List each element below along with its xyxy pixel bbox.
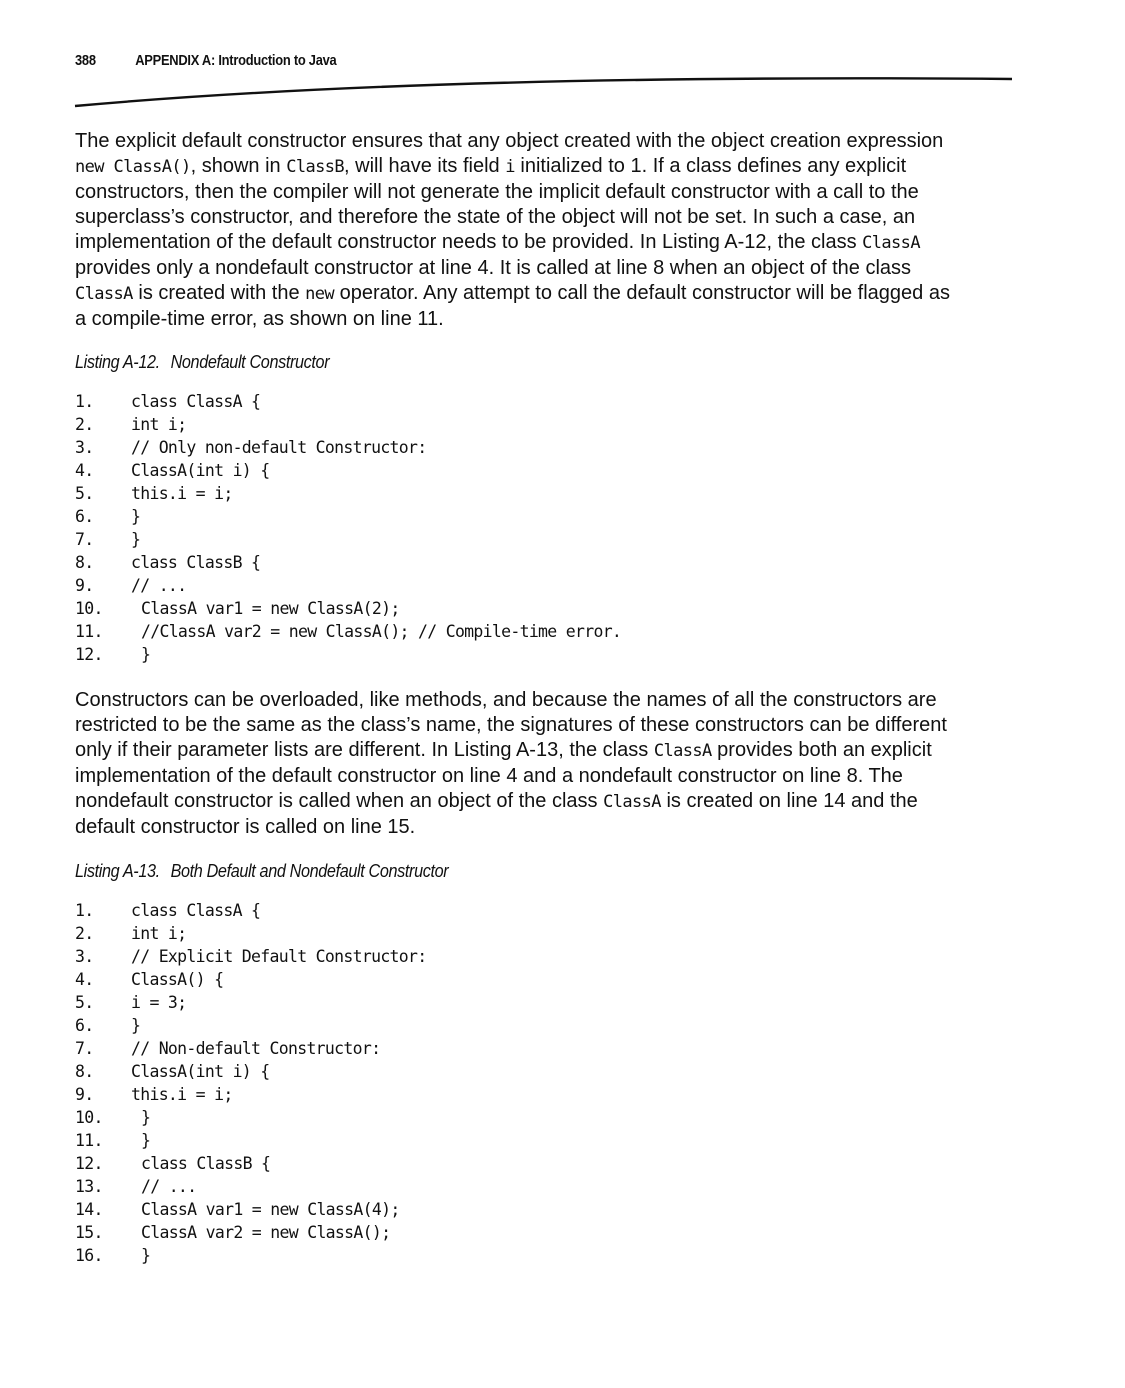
code-text: this.i = i; (131, 1085, 233, 1104)
code-text: } (131, 1016, 141, 1035)
code-text: // Only non-default Constructor: (131, 438, 427, 457)
text-run: , will have its field (344, 155, 506, 177)
code-text: } (131, 530, 141, 549)
code-text: } (141, 1108, 151, 1127)
code-text: ClassA var1 = new ClassA(4); (141, 1200, 400, 1219)
text-line (75, 154, 1015, 180)
text-run: constructors, then the compiler will not generate the implicit default constructor with a call to the (75, 181, 919, 203)
page-number: 388 (75, 52, 96, 69)
inline-code: ClassA (862, 233, 920, 253)
code-text: ClassA var1 = new ClassA(2); (141, 599, 400, 618)
line-number: 14. (75, 1200, 103, 1219)
code-text: class ClassB { (141, 1154, 271, 1173)
line-number: 2. (75, 415, 94, 434)
line-number: 11. (75, 1131, 103, 1150)
code-text: // Explicit Default Constructor: (131, 947, 427, 966)
code-text: // ... (131, 576, 187, 595)
text-line (75, 688, 1015, 713)
text-run: The explicit default constructor ensures that any object created with the object creation expression (75, 130, 944, 152)
code-text: ClassA var2 = new ClassA(); (141, 1223, 391, 1242)
line-number: 5. (75, 993, 94, 1012)
line-number: 2. (75, 924, 94, 943)
code-text: int i; (131, 924, 187, 943)
text-run: is created with the (132, 282, 306, 304)
text-run: , shown in (190, 155, 287, 177)
line-number: 7. (75, 1039, 94, 1058)
text-line (75, 180, 1015, 205)
listing-title: Nondefault Constructor (170, 352, 330, 372)
line-number: 4. (75, 970, 94, 989)
code-text: } (131, 507, 141, 526)
text-line (75, 256, 1015, 281)
text-run: Constructors can be overloaded, like methods, and because the names of all the constructors are (75, 689, 937, 711)
code-text: class ClassA { (131, 901, 261, 920)
header-rule (0, 0, 1125, 120)
text-run: operator. Any attempt to call the default constructor will be flagged as (334, 282, 950, 304)
line-number: 8. (75, 553, 94, 572)
line-number: 6. (75, 1016, 94, 1035)
text-line (75, 129, 1015, 154)
code-text: //ClassA var2 = new ClassA(); // Compile-time error. (141, 622, 622, 641)
code-text: class ClassA { (131, 392, 261, 411)
line-number: 13. (75, 1177, 103, 1196)
inline-code: ClassA (653, 741, 712, 761)
line-number: 10. (75, 1108, 103, 1127)
line-number: 5. (75, 484, 94, 503)
text-run: only if their parameter lists are different. In Listing A-13, the class (75, 739, 654, 761)
text-run: provides only a nondefault constructor at line 4. It is called at line 8 when an object of the class (75, 257, 912, 279)
line-number: 4. (75, 461, 94, 480)
text-line (75, 738, 1015, 764)
inline-code: i (505, 157, 515, 177)
code-text: int i; (131, 415, 187, 434)
code-text: i = 3; (131, 993, 187, 1012)
text-line (75, 764, 1015, 789)
text-line (75, 713, 1015, 738)
line-number: 16. (75, 1246, 103, 1265)
inline-code: new ClassA() (75, 157, 191, 177)
text-run: is created on line 14 and the (660, 790, 918, 812)
line-number: 7. (75, 530, 94, 549)
text-line (75, 205, 1015, 230)
text-line (75, 789, 1015, 815)
line-number: 1. (75, 392, 94, 411)
text-line (75, 281, 1015, 307)
inline-code: ClassA (603, 792, 661, 812)
code-text: ClassA(int i) { (131, 1062, 270, 1081)
line-number: 11. (75, 622, 103, 641)
text-run: a compile-time error, as shown on line 11. (75, 308, 444, 330)
line-number: 12. (75, 645, 103, 664)
text-run: implementation of the default constructor needs to be provided. In Listing A-12, the class (75, 231, 863, 253)
inline-code: ClassB (286, 157, 345, 177)
code-text: ClassA(int i) { (131, 461, 270, 480)
text-run: initialized to 1. If a class defines any explicit (514, 155, 907, 177)
text-line (75, 815, 1015, 840)
text-run: default constructor is called on line 15. (75, 816, 416, 838)
code-text: // ... (141, 1177, 197, 1196)
listing-a12-caption (75, 352, 329, 373)
code-text: } (141, 1246, 151, 1265)
text-run: restricted to be the same as the class’s name, the signatures of these constructors can be different (75, 714, 947, 736)
text-line (75, 230, 1015, 256)
line-number: 10. (75, 599, 103, 618)
line-number: 3. (75, 438, 94, 457)
text-run: nondefault constructor is called when an object of the class (75, 790, 604, 812)
line-number: 15. (75, 1223, 103, 1242)
text-run: implementation of the default constructor on line 4 and a nondefault constructor on line 8. The (75, 765, 903, 787)
code-text: } (141, 645, 151, 664)
line-number: 6. (75, 507, 94, 526)
inline-code: ClassA (75, 284, 133, 304)
line-number: 9. (75, 1085, 94, 1104)
code-text: this.i = i; (131, 484, 233, 503)
code-text: ClassA() { (131, 970, 224, 989)
text-run: superclass’s constructor, and therefore the state of the object will not be set. In such a case, an (75, 206, 916, 228)
listing-label: Listing A-12. (75, 352, 160, 372)
listing-label: Listing A-13. (75, 861, 160, 881)
paragraph-explicit-default-constructor (75, 129, 1015, 332)
text-run: provides both an explicit (711, 739, 932, 761)
line-number: 8. (75, 1062, 94, 1081)
listing-title: Both Default and Nondefault Constructor (170, 861, 449, 881)
line-number: 1. (75, 901, 94, 920)
line-number: 9. (75, 576, 94, 595)
code-text: // Non-default Constructor: (131, 1039, 381, 1058)
code-text: class ClassB { (131, 553, 261, 572)
chapter-title: APPENDIX A: Introduction to Java (135, 52, 337, 69)
inline-code: new (305, 284, 335, 304)
paragraph-overloaded-constructors (75, 688, 1015, 840)
code-text: } (141, 1131, 151, 1150)
text-line (75, 307, 1015, 332)
line-number: 3. (75, 947, 94, 966)
listing-a13-caption (75, 861, 448, 882)
line-number: 12. (75, 1154, 103, 1173)
